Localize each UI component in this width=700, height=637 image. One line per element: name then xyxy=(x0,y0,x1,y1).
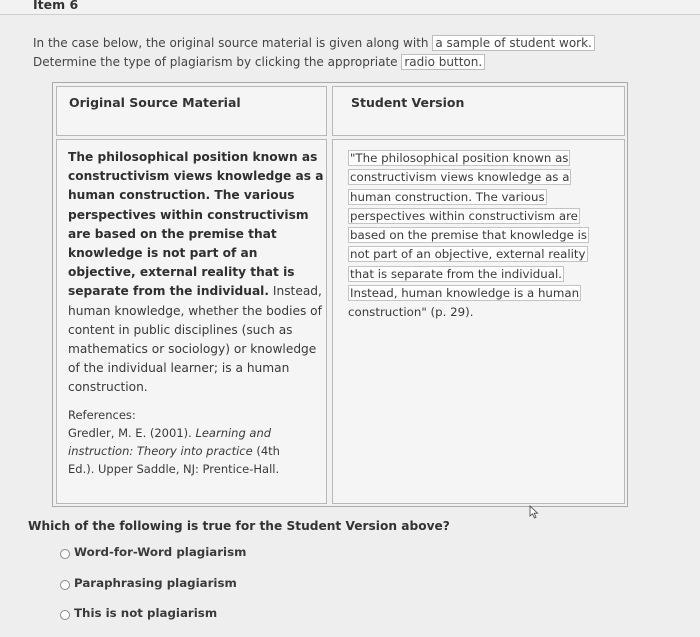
source-line-mixed xyxy=(68,282,324,301)
radio-not-plagiarism[interactable] xyxy=(60,610,70,620)
student-line xyxy=(348,265,613,284)
student-line xyxy=(348,226,613,245)
instructions-line-1-highlight: a sample of student work. xyxy=(432,35,595,51)
student-line xyxy=(348,245,613,264)
source-line: of the individual learner; is a human xyxy=(68,361,290,376)
reference-title-part-1: Learning and xyxy=(195,426,272,440)
radio-paraphrasing[interactable] xyxy=(60,580,70,590)
item-title: Item 6 xyxy=(33,0,79,12)
source-line: objective, external reality that is xyxy=(68,265,295,280)
item-header xyxy=(0,0,700,15)
student-line xyxy=(348,149,613,168)
original-source-text xyxy=(68,148,324,398)
source-line: human construction. The various xyxy=(68,188,295,203)
header-original xyxy=(56,86,327,136)
student-line xyxy=(348,188,613,207)
student-line-text: constructivism views knowledge as a xyxy=(350,170,570,185)
instructions-line-1 xyxy=(33,34,653,53)
source-mixed-normal: Instead, xyxy=(269,284,322,299)
instructions-line-2-text: Determine the type of plagiarism by clicking the appropriate xyxy=(33,55,402,69)
student-version-text xyxy=(348,149,613,323)
option-word-for-word-label[interactable]: Word-for-Word plagiarism xyxy=(74,545,247,559)
student-line-text: not part of an objective, external reality xyxy=(350,247,586,262)
source-line: constructivism views knowledge as a xyxy=(68,169,324,184)
student-line xyxy=(348,207,613,226)
source-line: knowledge is not part of an xyxy=(68,246,258,261)
source-line: are based on the premise that xyxy=(68,226,277,241)
student-line-text: perspectives within constructivism are xyxy=(350,208,578,223)
instructions-line-2-highlight: radio button. xyxy=(401,54,485,70)
source-line: mathematics or sociology) or knowledge xyxy=(68,342,317,357)
student-line xyxy=(348,284,613,303)
instructions xyxy=(33,34,653,72)
student-line xyxy=(348,303,613,322)
student-line-text: Instead, human knowledge is a human xyxy=(350,286,580,301)
original-source-cell xyxy=(56,139,327,504)
references-label: References: xyxy=(68,408,136,422)
reference-edition: (4th xyxy=(252,444,280,458)
student-line-text: construction" (p. 29). xyxy=(348,305,474,320)
reference-author: Gredler, M. E. (2001). xyxy=(68,426,196,440)
student-line xyxy=(348,168,613,187)
comparison-table xyxy=(52,82,628,507)
reference-title-part-2: instruction: Theory into practice xyxy=(68,444,253,458)
option-paraphrasing-label[interactable]: Paraphrasing plagiarism xyxy=(74,576,237,590)
student-line-text: that is separate from the individual. xyxy=(350,266,563,281)
reference-line-3: Ed.). Upper Saddle, NJ: Prentice-Hall. xyxy=(68,462,280,476)
source-line: construction. xyxy=(68,380,148,395)
student-line-text: "The philosophical position known as xyxy=(350,151,569,165)
instructions-line-1-text: In the case below, the original source material is given along with xyxy=(33,36,433,50)
source-mixed-bold: separate from the individual. xyxy=(68,284,269,299)
instructions-line-2 xyxy=(33,53,653,72)
header-student xyxy=(332,86,625,136)
student-version-cell xyxy=(332,139,625,504)
header-original-label: Original Source Material xyxy=(69,95,241,110)
source-line: The philosophical position known as xyxy=(68,150,318,164)
header-student-label: Student Version xyxy=(351,95,465,110)
mouse-cursor-icon xyxy=(528,505,540,519)
radio-word-for-word[interactable] xyxy=(60,549,70,559)
source-line: human knowledge, whether the bodies of xyxy=(68,303,322,318)
student-line-text: based on the premise that knowledge is xyxy=(350,228,587,243)
source-line: perspectives within constructivism xyxy=(68,207,309,222)
question-text: Which of the following is true for the Student Version above? xyxy=(28,519,450,533)
student-line-text: human construction. The various xyxy=(350,189,545,204)
reference-line-2 xyxy=(68,442,308,460)
reference-line-1 xyxy=(68,424,308,442)
source-line: content in public disciplines (such as xyxy=(68,322,293,337)
option-not-plagiarism-label[interactable]: This is not plagiarism xyxy=(74,606,218,620)
references xyxy=(68,406,308,478)
